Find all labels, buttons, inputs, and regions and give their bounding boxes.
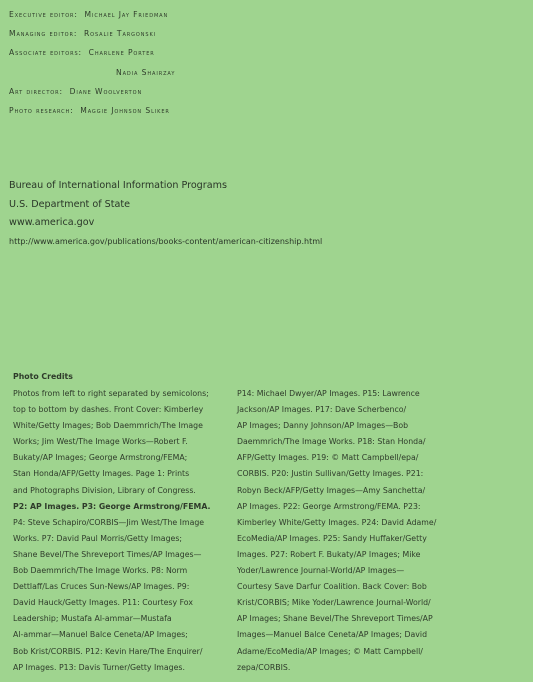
credit-line: Bukaty/AP Images; George Armstrong/FEMA;	[13, 453, 188, 463]
credit-line: Works; Jim West/The Image Works—Robert F.	[13, 437, 188, 447]
credit-line: Images. P27: Robert F. Bukaty/AP Images; Mike	[237, 549, 421, 559]
credit-line: P4: Steve Schapiro/CORBIS—Jim West/The Image	[13, 517, 205, 527]
staff-label: Photo research:	[9, 105, 74, 115]
credit-line: Courtesy Save Darfur Coalition. Back Cover: Bob	[237, 582, 427, 592]
staff-list	[9, 10, 529, 125]
staff-value: Maggie Johnson Sliker	[80, 105, 170, 115]
credit-line: Bob Daemmrich/The Image Works. P8: Norm	[13, 566, 188, 576]
credit-line: top to bottom by dashes. Front Cover: Kimberley	[13, 405, 204, 415]
credit-line: Robyn Beck/AFP/Getty Images—Amy Sanchetta/	[237, 485, 426, 495]
credit-line: Photos from left to right separated by semicolons;	[13, 389, 209, 398]
credit-line: Dettlaff/Las Cruces Sun-News/AP Images. P9:	[13, 582, 190, 592]
credit-line: Al-ammar—Manuel Balce Ceneta/AP Images;	[13, 630, 188, 640]
credits-column-right	[237, 386, 453, 676]
credit-line: Adame/EcoMedia/AP Images; © Matt Campbell/	[237, 646, 423, 656]
publisher-bureau: Bureau of International Information Programs	[9, 180, 227, 191]
staff-label: Executive editor:	[9, 10, 78, 19]
staff-row-associate-editors-2	[9, 68, 529, 87]
publisher-website[interactable]: www.america.gov	[9, 217, 95, 229]
credit-line: AP Images; Danny Johnson/AP Images—Bob	[237, 421, 409, 431]
staff-value: Charlene Porter	[88, 48, 155, 58]
credit-line: AP Images. P13: Davis Turner/Getty Images.	[13, 662, 185, 672]
credit-line: Works. P7: David Paul Morris/Getty Images;	[13, 533, 183, 543]
credit-line: Leadership; Mustafa Al-ammar—Mustafa	[13, 614, 172, 624]
credit-line: Yoder/Lawrence Journal-World/AP Images—	[237, 566, 405, 576]
credit-line: Images—Manuel Balce Ceneta/AP Images; David	[237, 630, 428, 640]
staff-row-executive-editor	[9, 10, 529, 29]
staff-value: Diane Woolverton	[69, 86, 143, 96]
staff-label: Associate editors:	[9, 48, 82, 58]
credit-line: Krist/CORBIS; Mike Yoder/Lawrence Journal-World/	[237, 598, 431, 608]
credit-line: EcoMedia/AP Images. P25: Sandy Huffaker/Getty	[237, 533, 427, 543]
staff-row-associate-editors	[9, 48, 529, 67]
credit-line: Shane Bevel/The Shreveport Times/AP Images—	[13, 549, 202, 559]
credit-line: Jackson/AP Images. P17: Dave Scherbenco/	[237, 405, 407, 415]
publication-url[interactable]: http://www.america.gov/publications/books-content/american-citizenship.html	[9, 237, 323, 246]
staff-label: Art director:	[9, 86, 63, 96]
publisher-block	[9, 177, 227, 233]
credit-line: AP Images; Shane Bevel/The Shreveport Times/AP	[237, 614, 433, 624]
credits-column-left	[13, 386, 228, 676]
staff-value: Nadia Shairzay	[116, 67, 176, 77]
photo-credits-title: Photo Credits	[13, 372, 73, 381]
staff-value: Rosalie Targonski	[83, 29, 157, 39]
credit-line: P2: AP Images. P3: George Armstrong/FEMA.	[13, 501, 211, 511]
staff-value: Michael Jay Friedman	[84, 10, 169, 19]
credit-line: Bob Krist/CORBIS. P12: Kevin Hare/The Enquirer/	[13, 646, 203, 656]
credit-line: Kimberley White/Getty Images. P24: David Adame/	[237, 517, 437, 527]
credit-line: zepa/CORBIS.	[237, 662, 291, 672]
credit-line: David Hauck/Getty Images. P11: Courtesy Fox	[13, 598, 193, 608]
staff-row-photo-research	[9, 106, 529, 125]
staff-row-managing-editor	[9, 29, 529, 48]
credit-line: AP Images. P22: George Armstrong/FEMA. P23:	[237, 501, 421, 511]
staff-row-art-director	[9, 87, 529, 106]
credit-line: CORBIS. P20: Justin Sullivan/Getty Images. P21:	[237, 469, 424, 479]
publisher-department: U.S. Department of State	[9, 198, 131, 210]
staff-label: Managing editor:	[9, 29, 78, 39]
credit-line: P14: Michael Dwyer/AP Images. P15: Lawrence	[237, 389, 420, 398]
credit-line: Stan Honda/AFP/Getty Images. Page 1: Prints	[13, 469, 190, 479]
credit-line: and Photographs Division, Library of Congress.	[13, 485, 196, 495]
credit-line: White/Getty Images; Bob Daemmrich/The Image	[13, 421, 203, 431]
credit-line: Daemmrich/The Image Works. P18: Stan Honda/	[237, 437, 426, 447]
credit-line: AFP/Getty Images. P19: © Matt Campbell/epa/	[237, 453, 419, 463]
